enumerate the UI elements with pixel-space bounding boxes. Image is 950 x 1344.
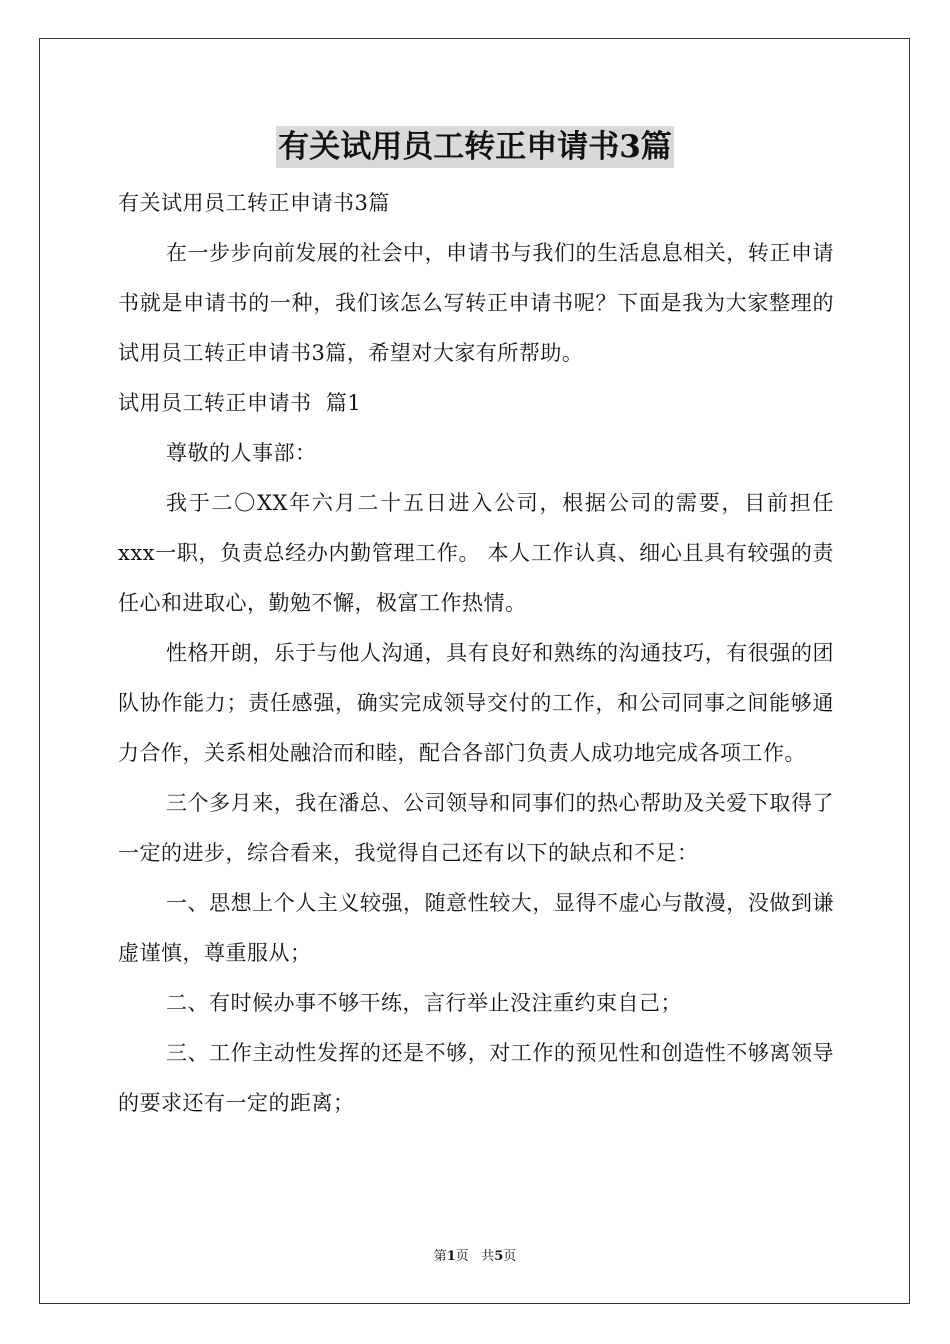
- body-paragraph: 三个多月来，我在潘总、公司领导和同事们的热心帮助及关爱下取得了一定的进步，综合看来，我觉得自己还有以下的缺点和不足：: [118, 791, 834, 865]
- page-suffix: 页: [455, 1249, 469, 1264]
- total-suffix: 页: [503, 1249, 517, 1264]
- page-prefix: 第: [433, 1249, 447, 1264]
- body-paragraph: 我于二〇XX年六月二十五日进入公司，根据公司的需要，目前担任xxx一职，负责总经办内勤管理工作。 本人工作认真、细心且具有较强的责任心和进取心，勤勉不懈，极富工作热情。: [118, 491, 834, 615]
- document-subtitle: 有关试用员工转正申请书3篇: [118, 191, 390, 215]
- document-title: 有关试用员工转正申请书3篇: [276, 126, 674, 168]
- page-footer: [0, 1248, 950, 1266]
- list-item: 二、有时候办事不够干练，言行举止没注重约束自己；: [166, 991, 682, 1015]
- document-body: [118, 178, 834, 1128]
- page-number: 1: [446, 1249, 456, 1264]
- intro-paragraph: 在一步步向前发展的社会中，申请书与我们的生活息息相关，转正申请书就是申请书的一种，我们该怎么写转正申请书呢？下面是我为大家整理的试用员工转正申请书3篇，希望对大家有所帮助。: [118, 241, 834, 365]
- body-paragraph: 性格开朗，乐于与他人沟通，具有良好和熟练的沟通技巧，有很强的团队协作能力；责任感强，确实完成领导交付的工作，和公司同事之间能够通力合作，关系相处融洽而和睦，配合各部门负责人成功地完成各项工作。: [118, 641, 834, 765]
- list-item: 三、工作主动性发挥的还是不够，对工作的预见性和创造性不够离领导的要求还有一定的距离；: [118, 1041, 834, 1115]
- total-prefix: 共: [481, 1249, 495, 1264]
- title-container: [0, 126, 950, 168]
- list-item: 一、思想上个人主义较强，随意性较大，显得不虚心与散漫，没做到谦虚谨慎，尊重服从；: [118, 891, 834, 965]
- section-heading: 试用员工转正申请书 篇1: [118, 391, 362, 415]
- salutation: 尊敬的人事部：: [166, 441, 317, 465]
- total-pages: 5: [494, 1249, 504, 1264]
